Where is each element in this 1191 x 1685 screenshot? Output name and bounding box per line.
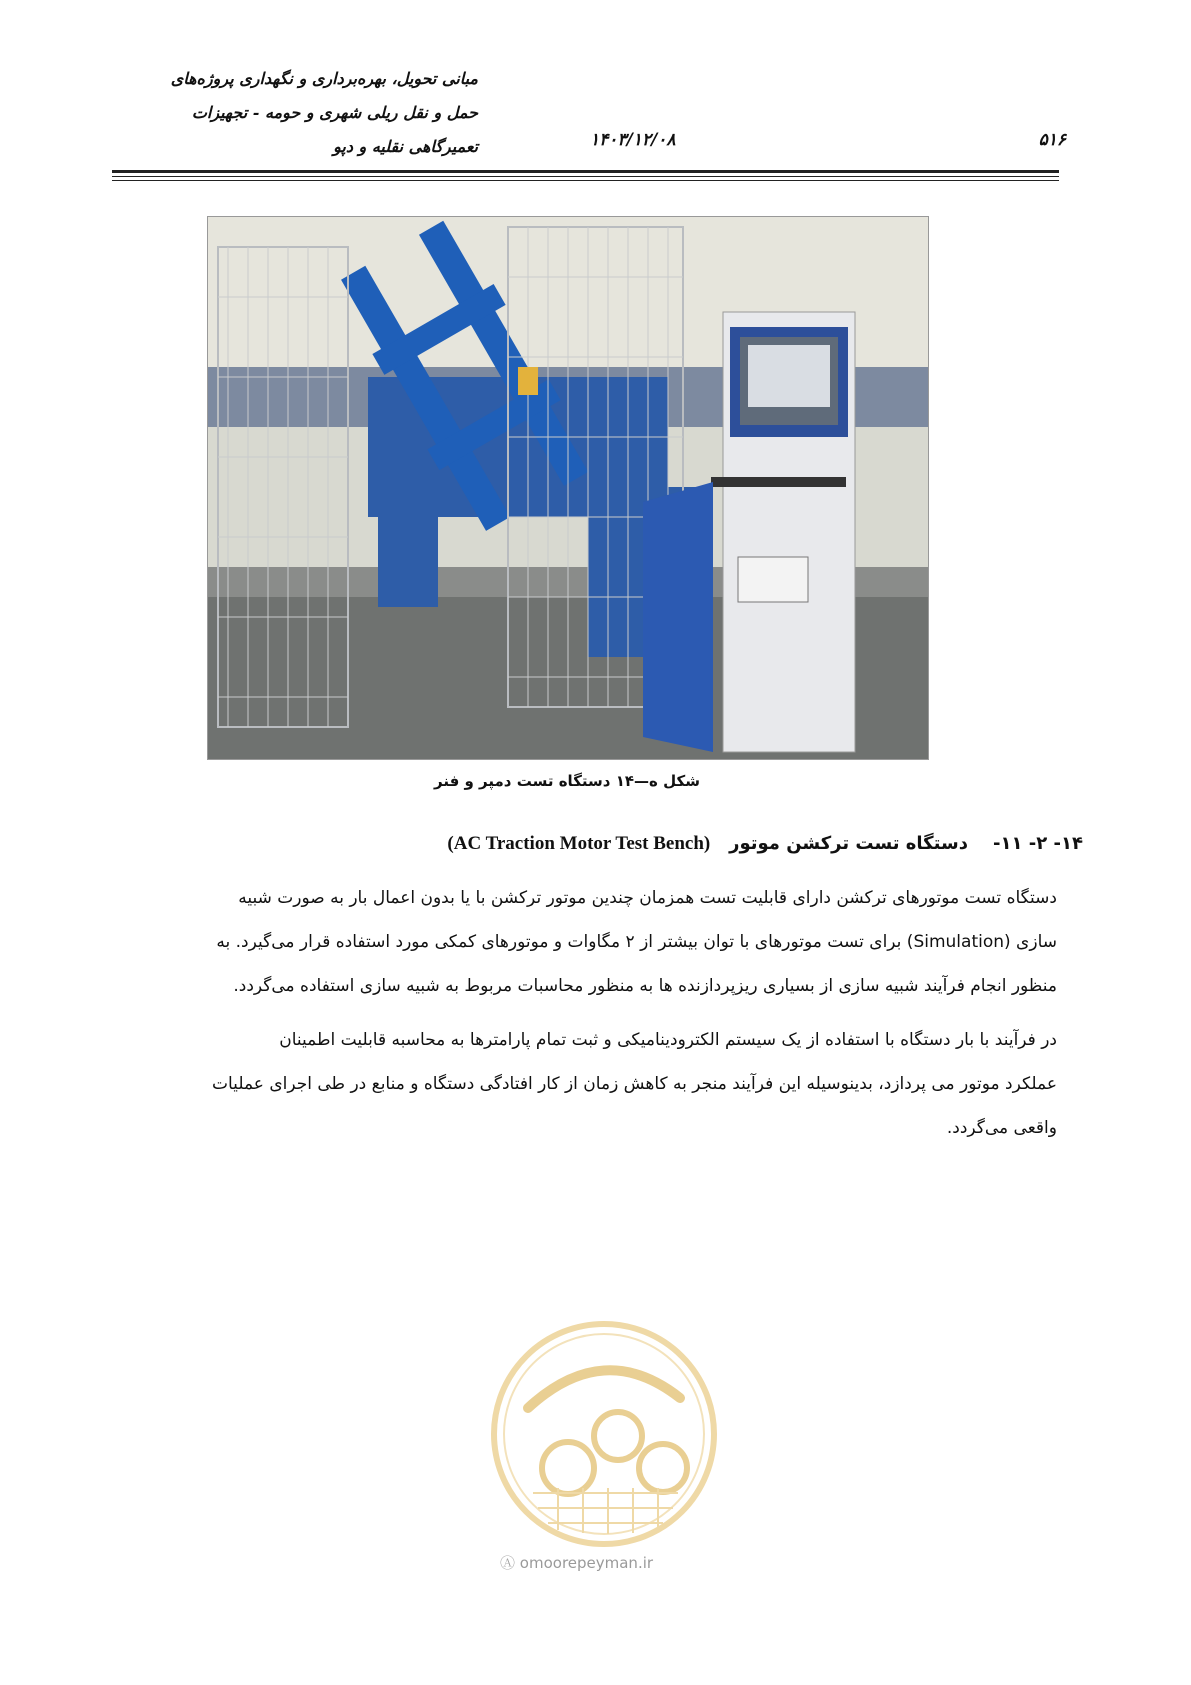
paragraph-2-line-2: عملکرد موتور می پردازد، بدینوسیله این فرآیند منجر به کاهش زمان از کار افتادگی دستگاه و منابع در طی اجرای عملیات: [212, 1074, 1057, 1094]
header-rule-thin-2: [112, 180, 1059, 181]
header-date: ۱۴۰۳/۱۲/۰۸: [590, 130, 676, 150]
page-number: ۵۱۶: [1038, 130, 1066, 150]
paragraph-1-line-3: منظور انجام فرآیند شبیه سازی از بسیاری ریزپردازنده ها به منظور محاسبات مربوط به شبیه سازی استفاده می‌گردد.: [233, 976, 1057, 996]
paragraph-1-line-2: سازی (Simulation) برای تست موتورهای با توان بیشتر از ۲ مگاوات و موتورهای کمکی مورد استفاده قرار می‌گیرد. به: [216, 932, 1057, 952]
paragraph-1-line-1: دستگاه تست موتورهای ترکشن دارای قابلیت تست همزمان چندین موتور ترکشن با یا بدون اعمال بار به صورت شبیه: [238, 888, 1057, 908]
watermark-url-text: omoorepeyman.ir: [519, 1554, 654, 1572]
header-title-line-3: تعمیرگاهی نقلیه و دپو: [333, 137, 478, 156]
section-heading: [447, 833, 1083, 855]
watermark-url: [500, 1552, 653, 1573]
paragraph-1: [112, 876, 1057, 1008]
paragraph-2: [112, 1018, 1057, 1150]
test-rig-illustration: [208, 217, 928, 759]
section-title-fa: دستگاه تست ترکشن موتور: [729, 833, 968, 854]
section-title-en: (AC Traction Motor Test Bench): [447, 833, 711, 854]
figure-caption: شکل ه—۱۴ دستگاه تست دمپر و فنر: [434, 772, 700, 790]
header-rule-thin: [112, 176, 1059, 177]
figure-photo: [207, 216, 929, 760]
running-header-title: [128, 62, 478, 164]
paragraph-2-line-3: واقعی می‌گردد.: [946, 1118, 1057, 1138]
section-number: ۱۴- ۲- ۱۱-: [993, 833, 1083, 854]
header-title-line-1: مبانی تحویل، بهره‌برداری و نگهداری پروژه‌های: [170, 69, 478, 88]
watermark-at-icon: Ⓐ: [500, 1554, 516, 1572]
paragraph-2-line-1: در فرآیند با بار دستگاه با استفاده از یک سیستم الکترودینامیکی و ثبت تمام پارامترها به محاسبه قابلیت اطمینان: [279, 1030, 1057, 1050]
header-title-line-2: حمل و نقل ریلی شهری و حومه - تجهیزات: [191, 103, 478, 122]
watermark-logo: [488, 1318, 720, 1550]
header-rule-thick: [112, 170, 1059, 173]
